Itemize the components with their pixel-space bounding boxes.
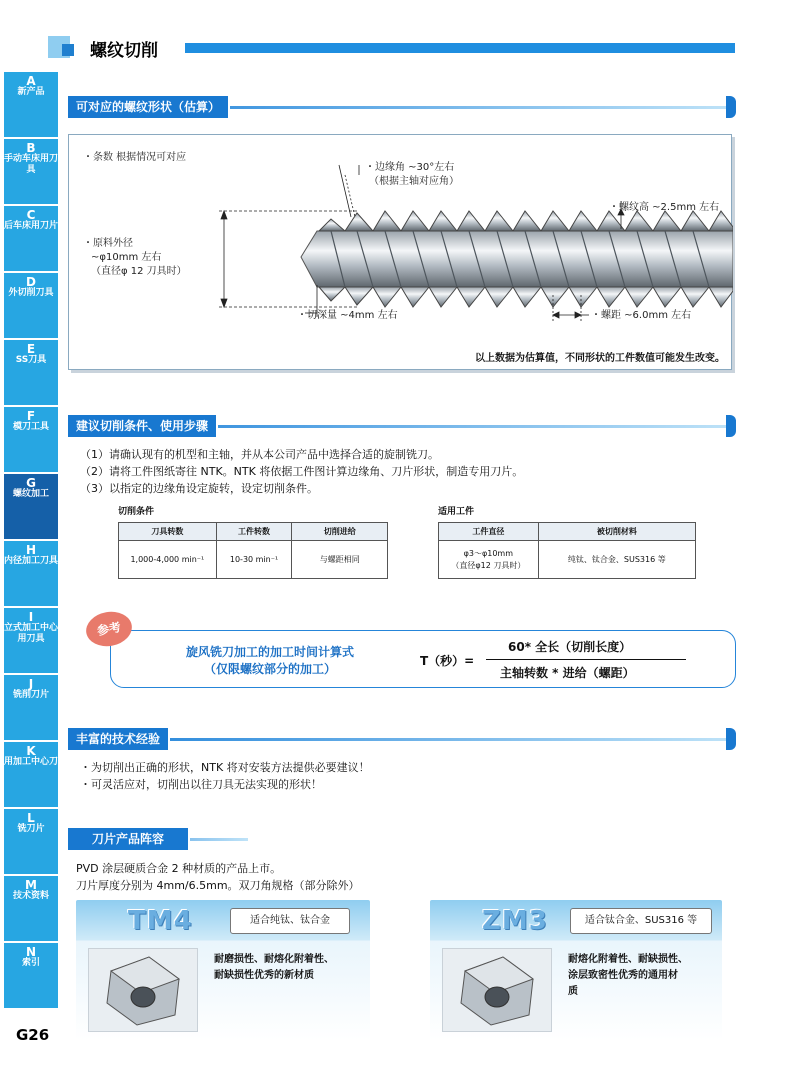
lineup-intro-line2: 刀片厚度分别为 4mm/6.5mm。双刀角规格（部分除外） [76,879,360,892]
note-depth: ・切深量 ~4mm 左右 [297,310,398,321]
product-description [214,952,334,984]
product-description-line: 耐缺损性优秀的新材质 [214,970,314,981]
table-header: 被切削材料 [538,523,695,541]
section-cap [726,728,736,750]
side-tab-letter: E [26,342,36,356]
table-header: 切削进给 [292,523,388,541]
reference-title-line1: 旋风铣刀加工的加工时间计算式 [185,645,354,659]
lineup-intro-line1: PVD 涂层硬质合金 2 种材质的产品上市。 [76,862,282,875]
product-card-tm4[interactable] [76,900,370,1040]
product-description [568,952,688,1000]
section-title: 可对应的螺纹形状（估算） [68,96,230,118]
side-tab-letter: H [25,543,37,557]
header-square-small-icon [62,44,74,56]
note-flank-angle: ・边缘角 ~30°左右 [365,162,455,173]
page-title: 螺纹切削 [90,41,158,61]
table-cell: 10-30 min⁻¹ [216,541,292,579]
side-tab-letter: G [26,476,36,490]
bullet-item: ・可灵活应对，切削出以往刀具无法实现的形状！ [80,778,322,791]
side-tab-l[interactable] [4,809,58,875]
insert-photo [442,948,552,1032]
table-header: 工件直径 [439,523,539,541]
side-tab-e[interactable] [4,340,58,406]
side-tab-text: 内径加工刀具 [4,556,59,566]
product-name: ZM3 [482,906,548,936]
section-title: 建议切削条件、使用步骤 [68,415,218,437]
section-thread-shapes-header [68,96,736,118]
side-tab-letter: D [26,275,36,289]
product-description-line: 涂层致密性优秀的通用材 [568,970,678,981]
insert-photo [88,948,198,1032]
product-card-zm3[interactable] [430,900,722,1040]
section-lineup-header [68,828,248,850]
side-tab-text: 外切削刀具 [8,288,54,298]
side-tab-text: 索引 [21,958,40,968]
side-tab-letter: K [26,744,36,758]
steps-list [80,446,523,497]
section-experience-header [68,728,736,750]
disclaimer: 以上数据为估算值，不同形状的工件数值可能发生改变。 [475,353,725,364]
work-diameter-range: φ3～φ10mm [463,548,514,558]
step-item: （2）请将工件图纸寄往 NTK。NTK 将依据工件图计算边缘角、刀片形状，制造专用刀片。 [80,465,524,478]
side-tab-j[interactable] [4,675,58,741]
applicable-work-table [438,522,696,579]
side-tab-text: 螺纹加工 [12,489,49,499]
page-number: G26 [16,1026,50,1044]
side-tab-c[interactable] [4,206,58,272]
machining-time-formula [420,636,690,686]
side-tab-text: SS刀具 [15,355,47,365]
section-cap [726,415,736,437]
work-table-caption: 适用工件 [438,507,475,517]
side-tab-m[interactable] [4,876,58,942]
bullet-item: ・为切削出正确的形状，NTK 将对安装方法提供必要建议！ [80,761,370,774]
side-tab-text: 手动车床用刀具 [4,154,59,175]
section-title: 刀片产品阵容 [68,828,190,850]
side-tab-letter: A [26,74,36,88]
formula-numerator: 60* 全长（切削长度） [508,640,632,654]
thread-diagram-box [68,134,732,370]
note-material-diameter: ・原料外径 [83,238,133,249]
side-tab-g[interactable] [4,474,58,540]
product-tag: 适合钛合金、SUS316 等 [570,908,712,934]
insert-image-icon [443,949,553,1033]
side-index [0,0,58,1078]
formula-lhs: T（秒）= [420,654,475,668]
side-tab-text: 模刀工具 [12,422,49,432]
side-tab-text: 技术资料 [12,891,49,901]
side-tab-letter: L [27,811,35,825]
side-tab-text: 新产品 [17,87,45,97]
cutting-table-caption: 切削条件 [118,507,155,517]
side-tab-h[interactable] [4,541,58,607]
formula-fraction-bar [486,659,686,660]
cutting-conditions-table [118,522,388,579]
side-tab-text: 后车床用刀片 [4,221,59,231]
step-item: （1）请确认现有的机型和主轴，并从本公司产品中选择合适的旋制铣刀。 [80,448,439,461]
side-tab-letter: C [26,208,36,222]
side-tab-d[interactable] [4,273,58,339]
side-tab-k[interactable] [4,742,58,808]
note-flank-angle-sub: （根据主轴对应角） [369,176,459,187]
insert-image-icon [89,949,199,1033]
side-tab-letter: F [26,409,36,423]
table-cell: 1,000-4,000 min⁻¹ [119,541,217,579]
table-cell: 与螺距相同 [292,541,388,579]
header-bar [185,43,735,53]
reference-title-line2: （仅限螺纹部分的加工） [203,662,336,676]
side-tab-text: 用加工中心刀 [4,757,59,767]
table-cell: 纯钛、钛合金、SUS316 等 [538,541,695,579]
reference-badge: 参考 [83,608,134,649]
side-tab-i[interactable] [4,608,58,674]
product-name: TM4 [128,906,193,936]
table-header: 刀具转数 [119,523,217,541]
side-tab-b[interactable] [4,139,58,205]
side-tab-a[interactable] [4,72,58,138]
work-diameter-note: （直径φ12 刀具时） [451,560,526,570]
note-pitch: ・螺距 ~6.0mm 左右 [591,310,692,321]
product-description-line: 耐磨损性、耐熔化附着性、 [214,954,334,965]
lineup-intro [76,860,360,894]
product-tag: 适合纯钛、钛合金 [230,908,350,934]
side-tab-letter: I [28,610,34,624]
section-title: 丰富的技术经验 [68,728,170,750]
side-tab-n[interactable] [4,943,58,1009]
product-description-line: 质 [568,986,578,997]
side-tab-f[interactable] [4,407,58,473]
note-starts: ・条数 根据情况可对应 [83,152,187,163]
side-tab-letter: B [26,141,36,155]
side-tab-text: 铣刀片 [17,824,45,834]
note-thread-height: ・螺纹高 ~2.5mm 左右 [609,202,720,213]
side-tab-letter: J [28,677,34,691]
note-material-diameter-value: ~φ10mm 左右 [91,252,162,263]
note-material-diameter-sub: （直径φ 12 刀具时） [91,266,187,277]
side-tab-letter: M [25,878,37,892]
section-conditions-header [68,415,736,437]
section-cap [726,96,736,118]
product-description-line: 耐熔化附着性、耐缺损性、 [568,954,688,965]
side-tab-text: 铣削刀片 [12,690,49,700]
table-header: 工件转数 [216,523,292,541]
step-item: （3）以指定的边缘角设定旋转，设定切削条件。 [80,482,318,495]
table-cell [439,541,539,579]
side-tab-text: 立式加工中心用刀具 [4,623,59,644]
formula-denominator: 主轴转数 * 进给（螺距） [500,666,635,680]
side-tab-letter: N [25,945,37,959]
reference-title [160,644,380,678]
